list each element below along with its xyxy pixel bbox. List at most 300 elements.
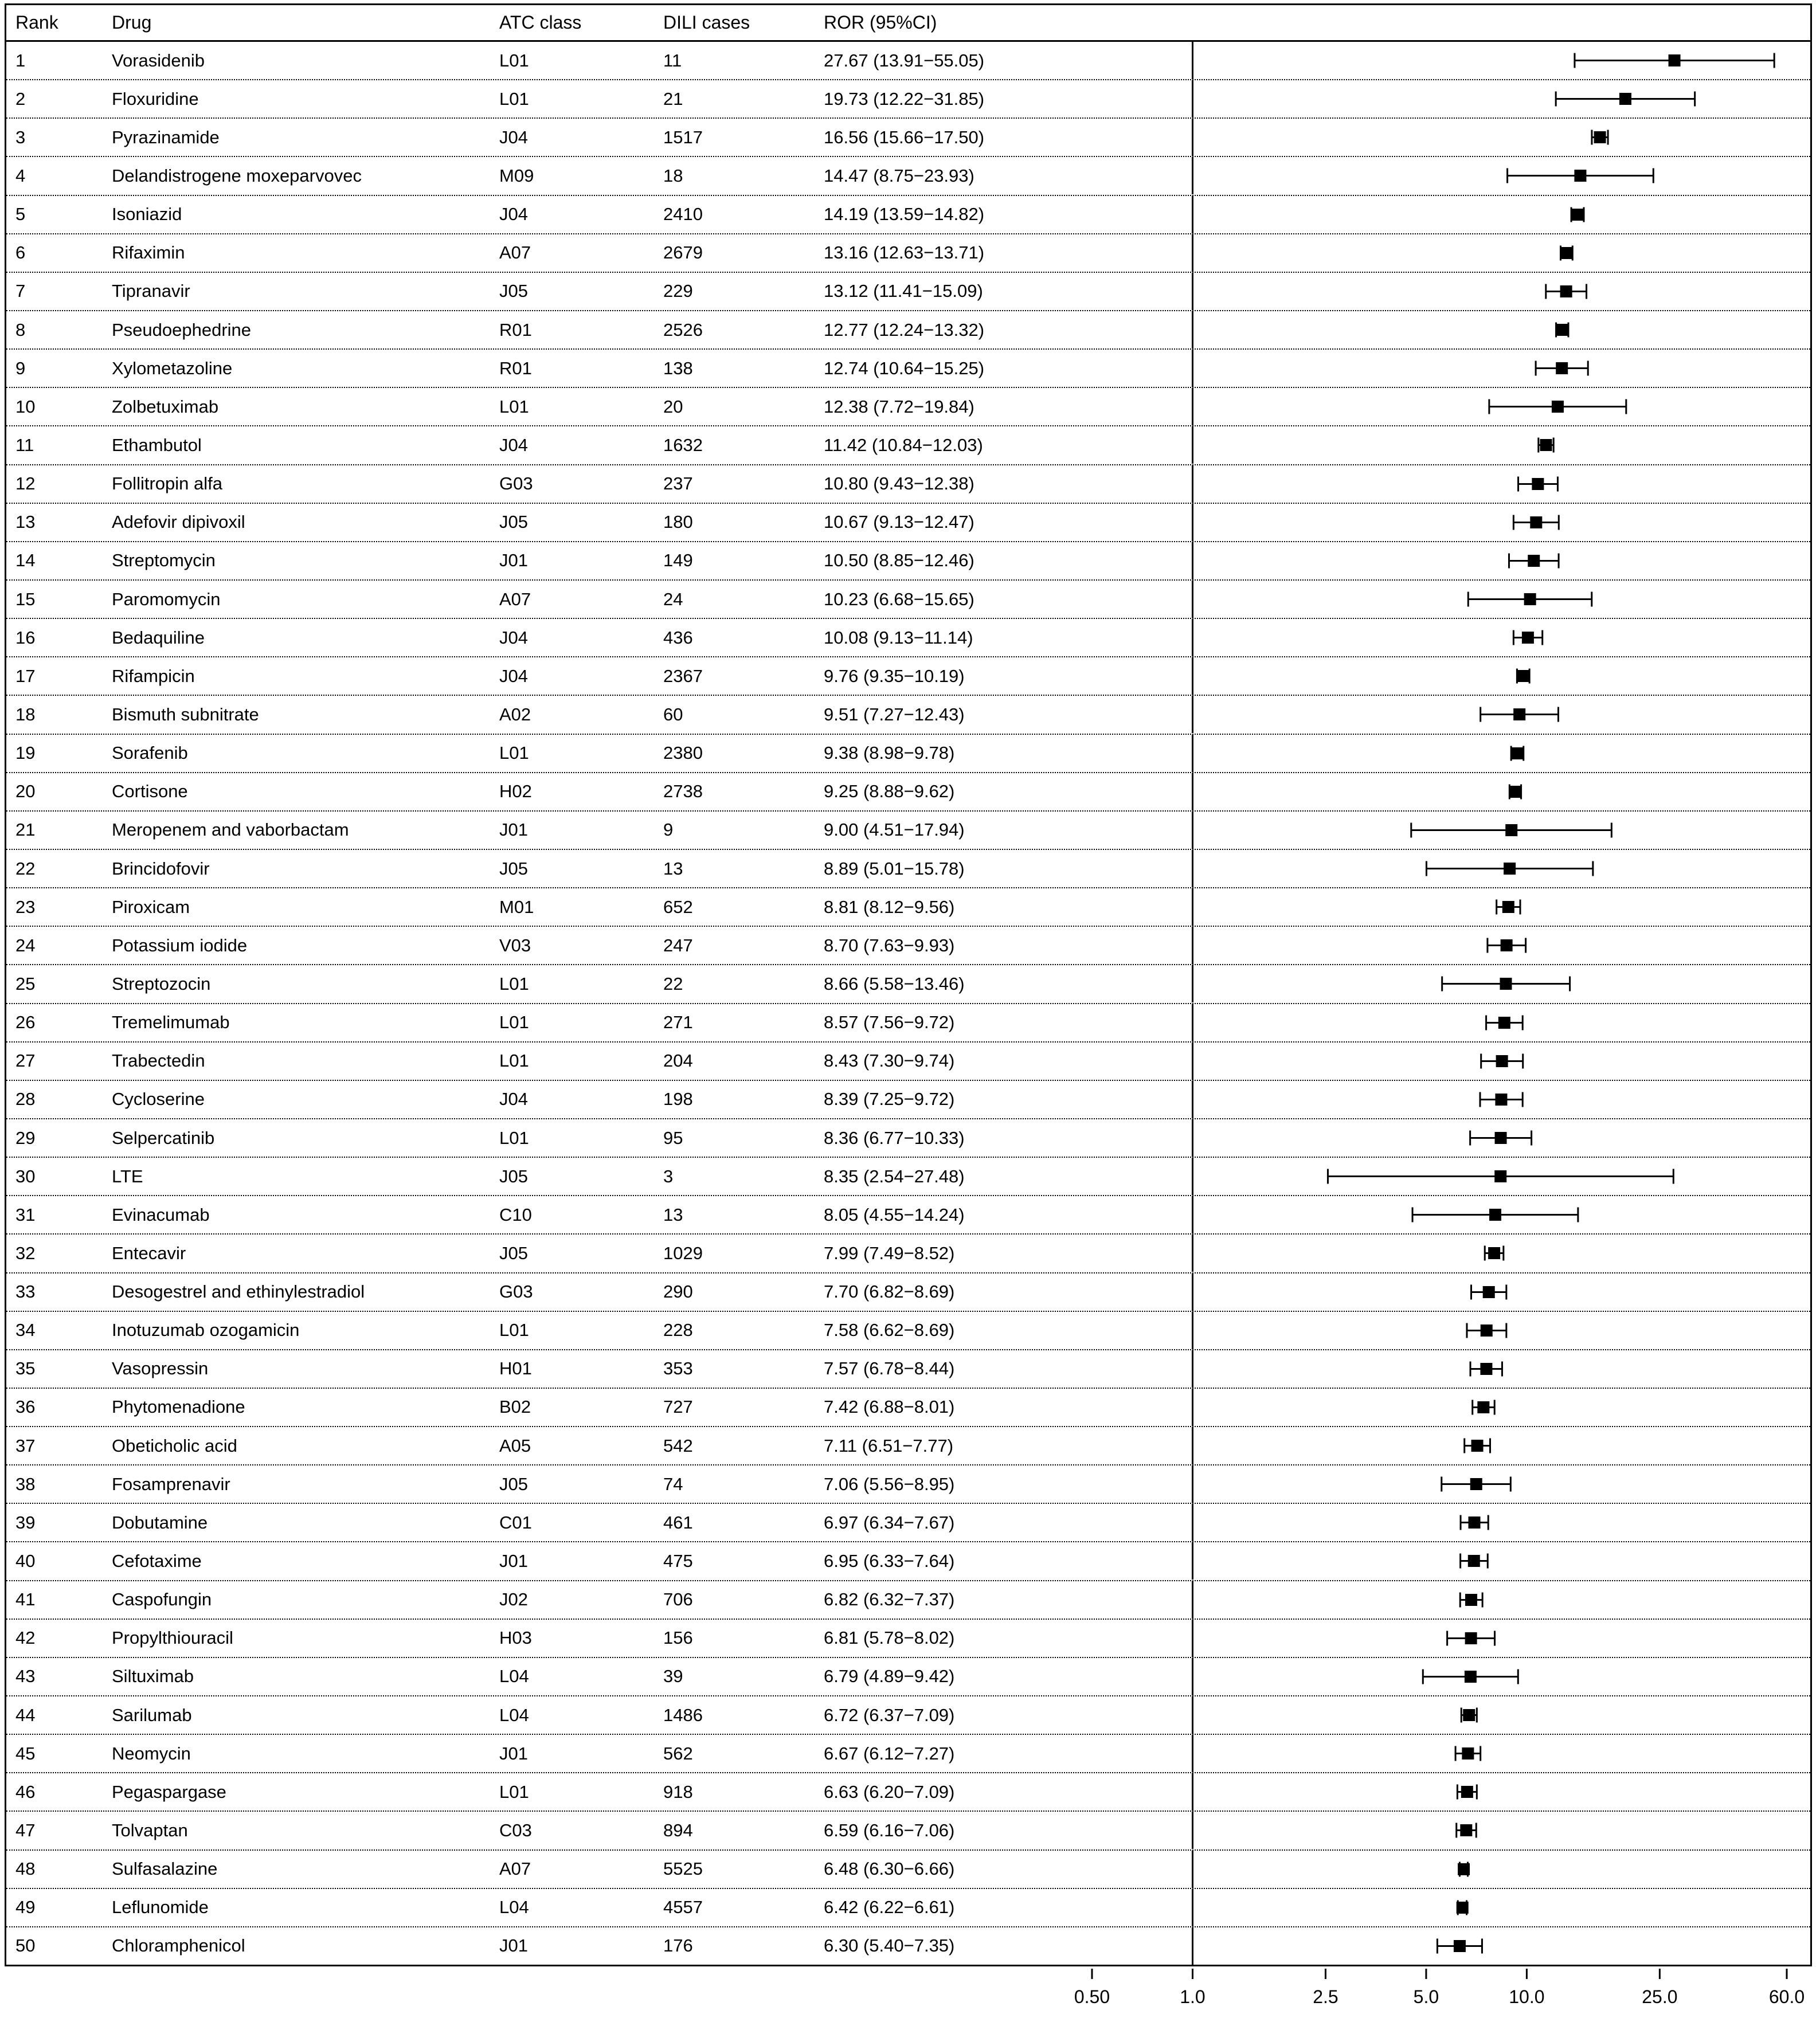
atc-cell: A05: [499, 1435, 531, 1456]
error-bar: [1485, 1246, 1504, 1261]
x-axis: [0, 1969, 1820, 2026]
error-bar: [1460, 1592, 1482, 1607]
atc-cell: J01: [499, 550, 528, 571]
point-estimate-marker: [1522, 632, 1534, 644]
rank-cell: 10: [15, 396, 36, 417]
drug-cell: Caspofungin: [112, 1589, 212, 1610]
error-bar: [1508, 168, 1654, 183]
atc-cell: A07: [499, 1859, 531, 1879]
drug-cell: Brincidofovir: [112, 858, 210, 879]
drug-cell: Rifampicin: [112, 665, 195, 686]
error-bar: [1426, 861, 1592, 876]
point-estimate-marker: [1454, 1940, 1466, 1952]
atc-cell: C10: [499, 1204, 532, 1225]
drug-cell: Meropenem and vaborbactam: [112, 820, 349, 840]
ror-cell: 10.67 (9.13−12.47): [824, 512, 974, 532]
rank-cell: 36: [15, 1397, 36, 1417]
rank-cell: 13: [15, 512, 36, 532]
table-row: [6, 888, 1810, 927]
table-row: [6, 773, 1810, 812]
point-estimate-marker: [1488, 1247, 1500, 1259]
table-row: [6, 234, 1810, 273]
ror-cell: 6.82 (6.32−7.37): [824, 1589, 955, 1610]
cases-cell: 5525: [663, 1859, 703, 1879]
ror-cell: 12.77 (12.24−13.32): [824, 319, 985, 340]
drug-cell: Siltuximab: [112, 1666, 194, 1687]
cases-cell: 21: [663, 88, 683, 109]
error-bar: [1489, 399, 1626, 414]
cases-cell: 562: [663, 1743, 693, 1764]
table-row: [6, 426, 1810, 465]
error-bar: [1470, 1130, 1532, 1145]
col-header-drug: Drug: [112, 12, 152, 33]
rank-cell: 14: [15, 550, 36, 571]
axis-tick: [1074, 1969, 1110, 2007]
ror-cell: 6.67 (6.12−7.27): [824, 1743, 955, 1764]
rank-cell: 20: [15, 781, 36, 802]
rank-cell: 3: [15, 127, 26, 147]
forest-cell: [1082, 773, 1810, 810]
forest-cell: [1082, 1620, 1810, 1657]
ror-cell: 9.38 (8.98−9.78): [824, 743, 955, 763]
point-estimate-marker: [1470, 1478, 1482, 1490]
rank-cell: 23: [15, 896, 36, 917]
ror-cell: 9.51 (7.27−12.43): [824, 704, 965, 724]
cases-cell: 918: [663, 1781, 693, 1802]
point-estimate-marker: [1619, 93, 1631, 105]
table-row: [6, 1658, 1810, 1696]
table-row: [6, 388, 1810, 426]
axis-tick: [1313, 1969, 1338, 2007]
table-row: [6, 311, 1810, 350]
table-row: [6, 1812, 1810, 1850]
error-bar: [1556, 92, 1695, 107]
drug-cell: Xylometazoline: [112, 358, 233, 378]
cases-cell: 1029: [663, 1243, 703, 1263]
error-bar: [1328, 1169, 1673, 1184]
point-estimate-marker: [1530, 516, 1542, 528]
drug-cell: Streptomycin: [112, 550, 216, 571]
ror-cell: 7.06 (5.56−8.95): [824, 1474, 955, 1494]
point-estimate-marker: [1528, 555, 1540, 567]
atc-cell: L01: [499, 1051, 529, 1071]
cases-cell: 1632: [663, 434, 703, 455]
ror-cell: 6.63 (6.20−7.09): [824, 1781, 955, 1802]
cases-cell: 894: [663, 1820, 693, 1841]
forest-cell: [1082, 1658, 1810, 1695]
error-bar: [1471, 1284, 1506, 1299]
point-estimate-marker: [1571, 209, 1583, 221]
cases-cell: 2367: [663, 665, 703, 686]
drug-cell: Floxuridine: [112, 88, 199, 109]
point-estimate-marker: [1532, 478, 1544, 490]
drug-cell: Ethambutol: [112, 434, 202, 455]
cases-cell: 138: [663, 358, 693, 378]
drug-cell: Inotuzumab ozogamicin: [112, 1320, 300, 1341]
error-bar: [1509, 553, 1559, 568]
ror-cell: 12.74 (10.64−15.25): [824, 358, 985, 378]
drug-cell: Bismuth subnitrate: [112, 704, 259, 724]
atc-cell: G03: [499, 473, 533, 494]
atc-cell: L04: [499, 1666, 529, 1687]
table-row: [6, 1889, 1810, 1927]
drug-cell: Selpercatinib: [112, 1127, 215, 1148]
rows: [6, 42, 1810, 1965]
ror-cell: 13.16 (12.63−13.71): [824, 242, 985, 263]
rank-cell: 43: [15, 1666, 36, 1687]
table-header: [6, 5, 1810, 42]
point-estimate-marker: [1469, 1516, 1481, 1529]
cases-cell: 149: [663, 550, 693, 571]
error-bar: [1458, 1862, 1470, 1876]
error-bar: [1488, 938, 1526, 953]
point-estimate-marker: [1500, 978, 1512, 990]
drug-cell: Cefotaxime: [112, 1551, 202, 1572]
forest-cell: [1082, 1119, 1810, 1157]
ror-cell: 13.12 (11.41−15.09): [824, 281, 983, 301]
ror-cell: 7.42 (6.88−8.01): [824, 1397, 955, 1417]
table-row: [6, 581, 1810, 619]
svg-text:25.0: 25.0: [1642, 1986, 1678, 2007]
cases-cell: 436: [663, 627, 693, 648]
cases-cell: 18: [663, 165, 683, 186]
atc-cell: R01: [499, 358, 532, 378]
cases-cell: 461: [663, 1512, 693, 1533]
error-bar: [1486, 1015, 1523, 1030]
drug-cell: Cortisone: [112, 781, 188, 802]
point-estimate-marker: [1461, 1786, 1473, 1798]
atc-cell: L01: [499, 88, 529, 109]
axis-tick: [1509, 1969, 1544, 2007]
forest-cell: [1082, 619, 1810, 656]
svg-text:0.50: 0.50: [1074, 1986, 1110, 2007]
error-bar: [1518, 476, 1558, 491]
atc-cell: H01: [499, 1358, 532, 1379]
forest-cell: [1082, 1043, 1810, 1080]
drug-cell: Vasopressin: [112, 1358, 209, 1379]
error-bar: [1423, 1669, 1518, 1684]
point-estimate-marker: [1489, 1209, 1501, 1221]
drug-cell: Pegaspargase: [112, 1781, 226, 1802]
table-row: [6, 696, 1810, 734]
rank-cell: 29: [15, 1127, 36, 1148]
ror-cell: 8.66 (5.58−13.46): [824, 973, 965, 994]
rank-cell: 9: [15, 358, 26, 378]
error-bar: [1470, 1361, 1502, 1376]
point-estimate-marker: [1574, 170, 1586, 182]
drug-cell: Pseudoephedrine: [112, 319, 252, 340]
error-bar: [1468, 591, 1592, 606]
forest-cell: [1082, 196, 1810, 233]
atc-cell: L04: [499, 1704, 529, 1725]
rank-cell: 6: [15, 242, 26, 263]
forest-cell: [1082, 850, 1810, 887]
cases-cell: 24: [663, 589, 683, 609]
cases-cell: 228: [663, 1320, 693, 1341]
error-bar: [1457, 1900, 1469, 1915]
rank-cell: 47: [15, 1820, 36, 1841]
cases-cell: 353: [663, 1358, 693, 1379]
cases-cell: 176: [663, 1935, 693, 1956]
rank-cell: 21: [15, 820, 36, 840]
point-estimate-marker: [1481, 1324, 1493, 1337]
drug-cell: Sarilumab: [112, 1704, 192, 1725]
atc-cell: B02: [499, 1397, 531, 1417]
forest-cell: [1082, 1350, 1810, 1388]
ror-cell: 6.42 (6.22−6.61): [824, 1897, 955, 1918]
cases-cell: 156: [663, 1628, 693, 1648]
forest-cell: [1082, 119, 1810, 156]
rank-cell: 25: [15, 973, 36, 994]
rank-cell: 41: [15, 1589, 36, 1610]
cases-cell: 1486: [663, 1704, 703, 1725]
atc-cell: R01: [499, 319, 532, 340]
ror-cell: 8.57 (7.56−9.72): [824, 1012, 955, 1033]
atc-cell: J05: [499, 512, 528, 532]
error-bar: [1539, 438, 1553, 453]
error-bar: [1571, 207, 1584, 222]
svg-text:2.5: 2.5: [1313, 1986, 1338, 2007]
ror-cell: 9.25 (8.88−9.62): [824, 781, 955, 802]
rank-cell: 26: [15, 1012, 36, 1033]
drug-cell: Vorasidenib: [112, 50, 205, 70]
drug-cell: LTE: [112, 1166, 143, 1186]
table-row: [6, 80, 1810, 119]
point-estimate-marker: [1669, 54, 1681, 66]
atc-cell: J05: [499, 1243, 528, 1263]
ror-cell: 8.89 (5.01−15.78): [824, 858, 965, 879]
rank-cell: 42: [15, 1628, 36, 1648]
drug-cell: Obeticholic acid: [112, 1435, 237, 1456]
forest-cell: [1082, 735, 1810, 772]
point-estimate-marker: [1513, 708, 1525, 720]
rank-cell: 8: [15, 319, 26, 340]
rank-cell: 45: [15, 1743, 36, 1764]
cases-cell: 1517: [663, 127, 703, 147]
cases-cell: 2526: [663, 319, 703, 340]
rank-cell: 50: [15, 1935, 36, 1956]
forest-cell: [1082, 1504, 1810, 1541]
forest-cell: [1082, 542, 1810, 579]
cases-cell: 229: [663, 281, 693, 301]
rank-cell: 11: [15, 434, 34, 455]
ror-cell: 7.11 (6.51−7.77): [824, 1435, 954, 1456]
drug-cell: Tolvaptan: [112, 1820, 188, 1841]
table-row: [6, 1620, 1810, 1658]
col-header-cases: DILI cases: [663, 12, 750, 33]
error-bar: [1437, 1938, 1482, 1953]
error-bar: [1442, 977, 1570, 992]
col-header-ror: ROR (95%CI): [824, 12, 937, 33]
error-bar: [1517, 669, 1529, 684]
point-estimate-marker: [1471, 1440, 1484, 1452]
atc-cell: J05: [499, 1474, 528, 1494]
col-header-atc: ATC class: [499, 12, 582, 33]
error-bar: [1481, 707, 1559, 722]
forest-cell: [1082, 157, 1810, 194]
rank-cell: 4: [15, 165, 26, 186]
cases-cell: 198: [663, 1089, 693, 1110]
cases-cell: 22: [663, 973, 683, 994]
point-estimate-marker: [1477, 1401, 1489, 1413]
point-estimate-marker: [1524, 593, 1536, 605]
forest-cell: [1082, 273, 1810, 310]
cases-cell: 2380: [663, 743, 703, 763]
forest-cell: [1082, 1542, 1810, 1580]
ror-cell: 7.58 (6.62−8.69): [824, 1320, 955, 1341]
table-row: [6, 1119, 1810, 1158]
atc-cell: J04: [499, 627, 528, 648]
cases-cell: 652: [663, 896, 693, 917]
svg-text:5.0: 5.0: [1413, 1986, 1439, 2007]
drug-cell: Phytomenadione: [112, 1397, 245, 1417]
table-row: [6, 119, 1810, 157]
table-row: [6, 273, 1810, 311]
rank-cell: 34: [15, 1320, 36, 1341]
atc-cell: A07: [499, 242, 531, 263]
error-bar: [1536, 361, 1588, 376]
ror-cell: 6.79 (4.89−9.42): [824, 1666, 955, 1687]
drug-cell: Desogestrel and ethinylestradiol: [112, 1282, 365, 1302]
error-bar: [1513, 630, 1542, 645]
atc-cell: A02: [499, 704, 531, 724]
rank-cell: 22: [15, 858, 36, 879]
point-estimate-marker: [1460, 1824, 1472, 1836]
rank-cell: 30: [15, 1166, 36, 1186]
drug-cell: Pyrazinamide: [112, 127, 220, 147]
rank-cell: 40: [15, 1551, 36, 1572]
forest-cell: [1082, 927, 1810, 964]
table-row: [6, 619, 1810, 657]
table-row: [6, 1927, 1810, 1965]
error-bar: [1442, 1477, 1511, 1492]
error-bar: [1461, 1554, 1488, 1569]
ror-cell: 8.35 (2.54−27.48): [824, 1166, 965, 1186]
table-row: [6, 1851, 1810, 1889]
forest-cell: [1082, 965, 1810, 1002]
rank-cell: 12: [15, 473, 36, 494]
table-row: [6, 850, 1810, 888]
axis-tick: [1642, 1969, 1677, 2007]
point-estimate-marker: [1509, 786, 1521, 798]
cases-cell: 204: [663, 1051, 693, 1071]
error-bar: [1457, 1785, 1477, 1800]
cases-cell: 39: [663, 1666, 683, 1687]
ror-cell: 7.57 (6.78−8.44): [824, 1358, 955, 1379]
cases-cell: 9: [663, 820, 674, 840]
rank-cell: 33: [15, 1282, 36, 1302]
atc-cell: L01: [499, 396, 529, 417]
cases-cell: 727: [663, 1397, 693, 1417]
rank-cell: 38: [15, 1474, 36, 1494]
atc-cell: J01: [499, 1935, 528, 1956]
forest-cell: [1082, 1081, 1810, 1118]
forest-cell: [1082, 1312, 1810, 1349]
ror-cell: 11.42 (10.84−12.03): [824, 434, 983, 455]
table-row: [6, 157, 1810, 195]
drug-cell: Potassium iodide: [112, 935, 248, 955]
table-row: [6, 735, 1810, 773]
cases-cell: 20: [663, 396, 683, 417]
ror-cell: 10.50 (8.85−12.46): [824, 550, 974, 571]
point-estimate-marker: [1480, 1363, 1492, 1375]
drug-cell: Bedaquiline: [112, 627, 205, 648]
atc-cell: J05: [499, 858, 528, 879]
cases-cell: 475: [663, 1551, 693, 1572]
drug-cell: Dobutamine: [112, 1512, 208, 1533]
drug-cell: Sorafenib: [112, 743, 188, 763]
atc-cell: L01: [499, 1012, 529, 1033]
forest-cell: [1082, 1889, 1810, 1926]
table-row: [6, 542, 1810, 581]
drug-cell: Neomycin: [112, 1743, 191, 1764]
drug-cell: Tipranavir: [112, 281, 190, 301]
table-row: [6, 1696, 1810, 1735]
ror-cell: 14.19 (13.59−14.82): [824, 204, 985, 225]
rank-cell: 44: [15, 1704, 36, 1725]
atc-cell: L01: [499, 743, 529, 763]
cases-cell: 13: [663, 1204, 683, 1225]
point-estimate-marker: [1483, 1286, 1495, 1298]
point-estimate-marker: [1465, 1594, 1477, 1606]
table-row: [6, 1081, 1810, 1119]
point-estimate-marker: [1560, 285, 1572, 297]
table-row: [6, 1235, 1810, 1273]
ror-cell: 16.56 (15.66−17.50): [824, 127, 985, 147]
forest-cell: [1082, 1004, 1810, 1041]
drug-cell: Follitropin alfa: [112, 473, 222, 494]
atc-cell: J01: [499, 1551, 528, 1572]
error-bar: [1465, 1439, 1490, 1453]
rank-cell: 27: [15, 1051, 36, 1071]
cases-cell: 247: [663, 935, 693, 955]
error-bar: [1546, 284, 1587, 299]
table-row: [6, 504, 1810, 542]
table-row: [6, 1043, 1810, 1081]
ror-cell: 8.39 (7.25−9.72): [824, 1089, 955, 1110]
cases-cell: 2738: [663, 781, 703, 802]
ror-cell: 6.97 (6.34−7.67): [824, 1512, 955, 1533]
col-header-rank: Rank: [15, 12, 58, 33]
cases-cell: 180: [663, 512, 693, 532]
ror-cell: 6.59 (6.16−7.06): [824, 1820, 955, 1841]
forest-cell: [1082, 1235, 1810, 1272]
error-bar: [1461, 1708, 1477, 1723]
point-estimate-marker: [1540, 439, 1552, 451]
atc-cell: J01: [499, 820, 528, 840]
point-estimate-marker: [1465, 1671, 1477, 1683]
forest-cell: [1082, 1927, 1810, 1965]
cases-cell: 74: [663, 1474, 683, 1494]
point-estimate-marker: [1512, 747, 1524, 759]
point-estimate-marker: [1552, 401, 1564, 413]
atc-cell: J04: [499, 204, 528, 225]
point-estimate-marker: [1556, 362, 1568, 374]
forest-cell: [1082, 465, 1810, 503]
error-bar: [1480, 1092, 1522, 1107]
rank-cell: 48: [15, 1859, 36, 1879]
table-row: [6, 1504, 1810, 1542]
forest-cell: [1082, 350, 1810, 387]
atc-cell: C03: [499, 1820, 532, 1841]
error-bar: [1592, 130, 1608, 145]
drug-cell: Fosamprenavir: [112, 1474, 230, 1494]
point-estimate-marker: [1458, 1863, 1470, 1875]
point-estimate-marker: [1498, 1017, 1510, 1029]
cases-cell: 237: [663, 473, 693, 494]
drug-cell: Evinacumab: [112, 1204, 210, 1225]
atc-cell: J05: [499, 281, 528, 301]
